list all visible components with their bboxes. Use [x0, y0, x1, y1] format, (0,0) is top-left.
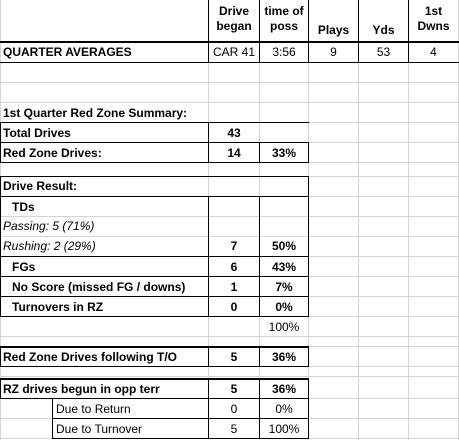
red-zone-summary-title[interactable]: 1st Quarter Red Zone Summary: [3, 106, 188, 120]
grid-line [358, 0, 359, 440]
drive-result-total-pct[interactable]: 100% [268, 320, 300, 334]
due-to-turnover-label[interactable]: Due to Turnover [56, 422, 143, 436]
quarter-averages-yds[interactable]: 53 [376, 45, 391, 59]
cell-border [308, 346, 309, 367]
turnovers-label[interactable]: Turnovers in RZ [12, 300, 104, 314]
due-to-return-value[interactable]: 0 [230, 402, 238, 416]
drive-result-label[interactable]: Drive Result: [3, 179, 78, 193]
cell-border [308, 142, 309, 163]
due-to-return-pct[interactable]: 0% [275, 402, 293, 416]
header-drive-began[interactable] [209, 4, 259, 34]
red-zone-drives-value[interactable]: 14 [227, 146, 241, 160]
header-drive-began-line2: began [216, 19, 252, 33]
header-time-of-poss[interactable] [260, 4, 308, 34]
quarter-averages-label[interactable]: QUARTER AVERAGES [3, 45, 132, 59]
cell-border [308, 378, 309, 439]
header-yds[interactable]: Yds [372, 23, 395, 37]
quarter-averages-time-of-poss[interactable]: 3:56 [272, 45, 296, 59]
header-time-of-poss-line2: poss [269, 19, 298, 33]
turnovers-pct[interactable]: 0% [275, 300, 293, 314]
tds-value[interactable]: 7 [230, 239, 238, 253]
grid-line [408, 0, 409, 440]
no-score-label[interactable]: No Score (missed FG / downs) [12, 280, 186, 294]
due-to-turnover-value[interactable]: 5 [230, 422, 238, 436]
quarter-averages-first-downs[interactable]: 4 [430, 45, 437, 59]
cell-border [0, 346, 1, 367]
quarter-averages-plays[interactable]: 9 [330, 45, 337, 59]
tds-label[interactable]: TDs [12, 200, 35, 214]
header-time-of-poss-line1: time of [264, 4, 304, 18]
tds-passing[interactable]: Passing: 5 (71%) [3, 219, 95, 233]
opp-terr-pct[interactable]: 36% [271, 382, 297, 396]
header-first-downs-line2: Dwns [417, 19, 450, 33]
no-score-value[interactable]: 1 [230, 280, 238, 294]
opp-terr-label[interactable]: RZ drives begun in opp terr [3, 382, 160, 396]
grid-line [0, 336, 459, 337]
grid-line [0, 376, 459, 377]
cell-border [0, 378, 1, 399]
tds-pct[interactable]: 50% [271, 239, 297, 253]
header-plays[interactable]: Plays [317, 23, 350, 37]
red-zone-drives-pct[interactable]: 33% [271, 146, 297, 160]
cell-border [0, 62, 459, 63]
turnovers-value[interactable]: 0 [230, 300, 238, 314]
header-first-downs-line1: 1st [424, 4, 443, 18]
red-zone-drives-label[interactable]: Red Zone Drives: [3, 146, 102, 160]
tds-rushing[interactable]: Rushing: 2 (29%) [3, 239, 96, 253]
cell-border [52, 398, 53, 439]
header-drive-began-line1: Drive [218, 4, 250, 18]
due-to-turnover-pct[interactable]: 100% [268, 422, 300, 436]
following-to-pct[interactable]: 36% [271, 350, 297, 364]
total-drives-value[interactable]: 43 [227, 126, 241, 140]
grid-line [0, 82, 459, 83]
total-drives-label[interactable]: Total Drives [3, 126, 71, 140]
quarter-averages-drive-began[interactable]: CAR 41 [212, 45, 256, 59]
cell-border [308, 176, 309, 317]
no-score-pct[interactable]: 7% [275, 280, 293, 294]
cell-border [0, 122, 1, 163]
due-to-return-label[interactable]: Due to Return [56, 402, 131, 416]
cell-border [0, 176, 1, 317]
fgs-pct[interactable]: 43% [271, 260, 297, 274]
fgs-value[interactable]: 6 [230, 260, 238, 274]
following-to-label[interactable]: Red Zone Drives following T/O [3, 350, 178, 364]
fgs-label[interactable]: FGs [12, 260, 36, 274]
opp-terr-value[interactable]: 5 [230, 382, 238, 396]
following-to-value[interactable]: 5 [230, 350, 238, 364]
header-first-downs[interactable] [409, 4, 458, 34]
